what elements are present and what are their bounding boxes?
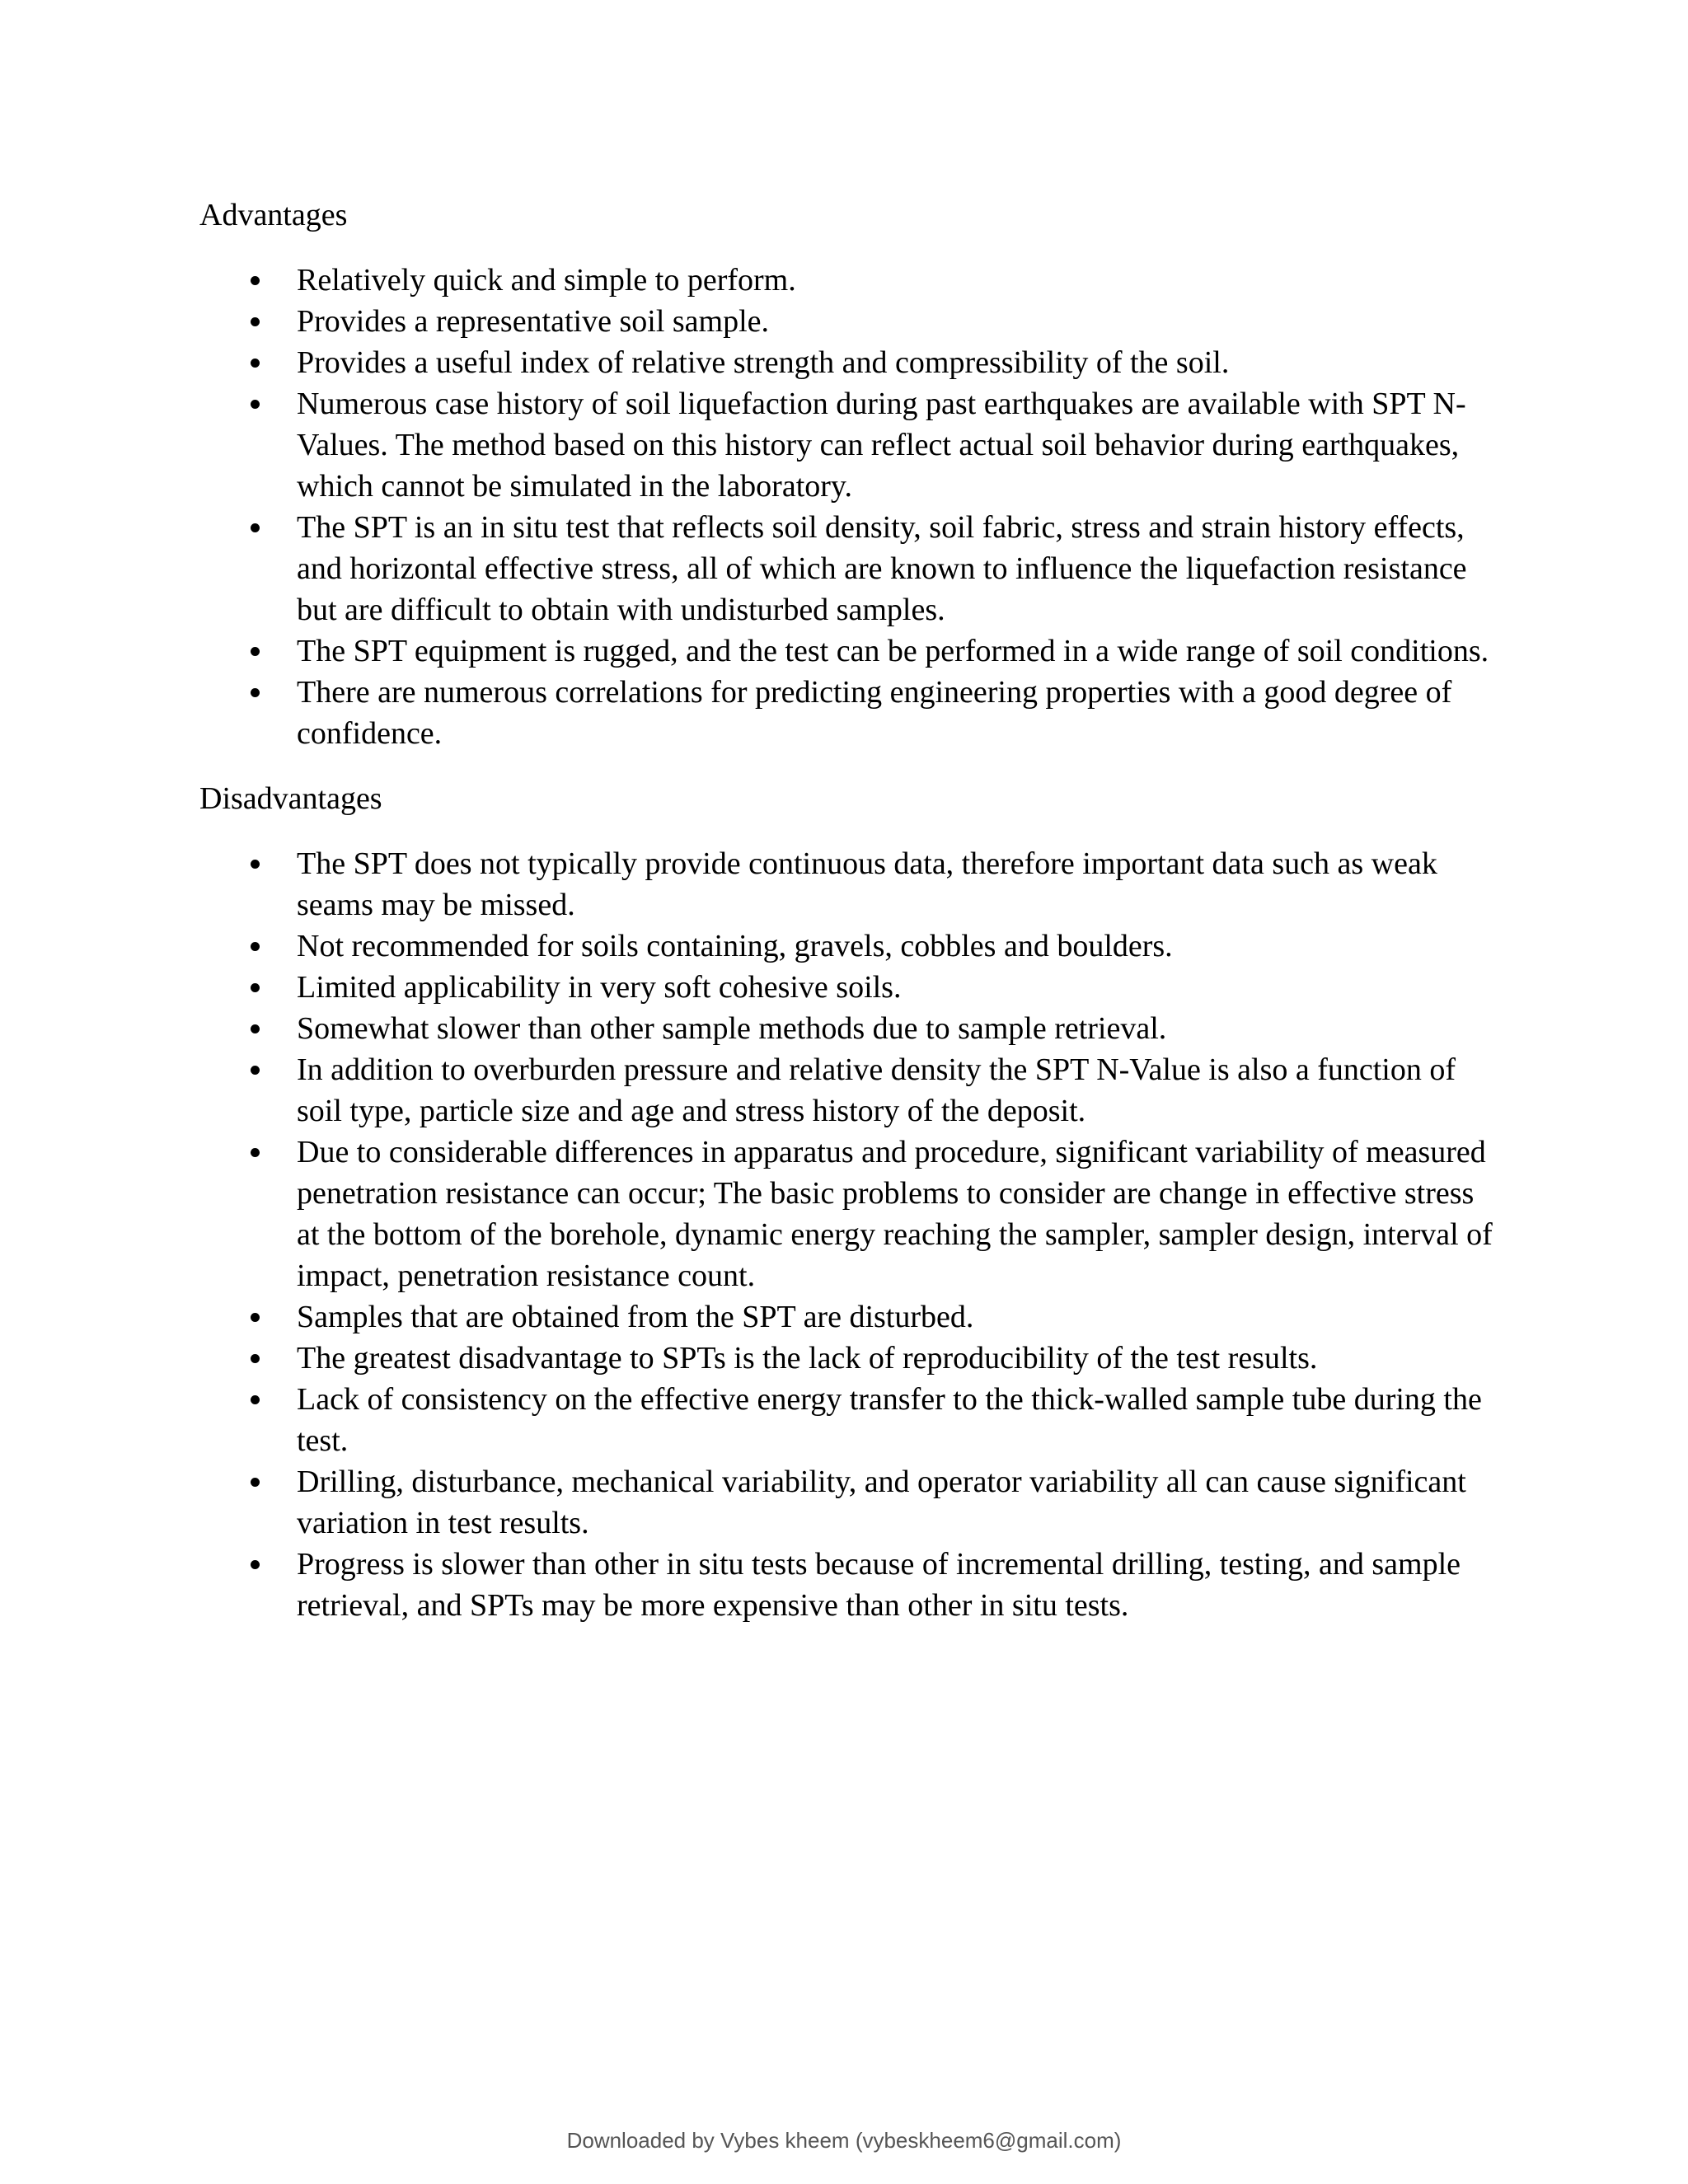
list-item — [199, 1461, 1502, 1544]
advantages-heading: Advantages — [199, 198, 348, 232]
list-item — [199, 1338, 1502, 1379]
document-content — [199, 194, 1502, 1626]
bullet-icon — [251, 276, 260, 285]
bullet-icon — [251, 523, 260, 532]
bullet-icon — [251, 1395, 260, 1404]
bullet-icon — [251, 1148, 260, 1157]
list-item — [199, 967, 1502, 1008]
bullet-icon — [251, 860, 260, 869]
list-item-text: There are numerous correlations for predicting engineering properties with a good degree of confidence. — [297, 675, 1452, 751]
bullet-icon — [251, 1354, 260, 1363]
list-item-text: Drilling, disturbance, mechanical variability, and operator variability all can cause significant variation in test results. — [297, 1465, 1466, 1540]
list-item-text: The SPT is an in situ test that reflects soil density, soil fabric, stress and strain history effects, and horizontal effective stress, all of which are known to influence the liquefaction resistance but are difficult to obtain with undisturbed samples. — [297, 510, 1467, 627]
bullet-icon — [251, 1313, 260, 1322]
list-item — [199, 1544, 1502, 1626]
list-item-text: The greatest disadvantage to SPTs is the lack of reproducibility of the test results. — [297, 1341, 1318, 1376]
list-item — [199, 1132, 1502, 1296]
list-item — [199, 672, 1502, 754]
list-item-text: Progress is slower than other in situ tests because of incremental drilling, testing, and sample retrieval, and SPTs may be more expensive than other in situ tests. — [297, 1547, 1461, 1623]
bullet-icon — [251, 1478, 260, 1487]
bullet-icon — [251, 1066, 260, 1075]
disadvantages-list — [199, 843, 1502, 1626]
list-item — [199, 1296, 1502, 1338]
bullet-icon — [251, 647, 260, 656]
list-item-text: The SPT does not typically provide continuous data, therefore important data such as weak seams may be missed. — [297, 846, 1437, 922]
bullet-icon — [251, 688, 260, 697]
bullet-icon — [251, 317, 260, 326]
list-item — [199, 1049, 1502, 1132]
list-item — [199, 1008, 1502, 1049]
list-item — [199, 926, 1502, 967]
list-item-text: Lack of consistency on the effective energy transfer to the thick-walled sample tube during the test. — [297, 1382, 1482, 1458]
list-item — [199, 383, 1502, 507]
bullet-icon — [251, 942, 260, 951]
list-item-text: The SPT equipment is rugged, and the test can be performed in a wide range of soil conditions. — [297, 634, 1489, 668]
list-item — [199, 342, 1502, 383]
list-item — [199, 843, 1502, 926]
bullet-icon — [251, 983, 260, 992]
list-item-text: Provides a representative soil sample. — [297, 304, 770, 339]
list-item-text: Not recommended for soils containing, gravels, cobbles and boulders. — [297, 929, 1173, 963]
list-item — [199, 301, 1502, 342]
list-item — [199, 507, 1502, 630]
list-item-text: Samples that are obtained from the SPT are disturbed. — [297, 1300, 974, 1334]
bullet-icon — [251, 359, 260, 368]
list-item-text: Limited applicability in very soft cohesive soils. — [297, 970, 902, 1005]
list-item — [199, 260, 1502, 301]
bullet-icon — [251, 1024, 260, 1033]
disadvantages-heading: Disadvantages — [199, 781, 382, 816]
list-item-text: In addition to overburden pressure and relative density the SPT N-Value is also a function of soil type, particle size and age and stress history of the deposit. — [297, 1052, 1456, 1128]
bullet-icon — [251, 1560, 260, 1569]
list-item — [199, 630, 1502, 672]
list-item-text: Numerous case history of soil liquefaction during past earthquakes are available with SPT N-Values. The method based on this history can reflect actual soil behavior during earthquakes, which cannot be simulated in the laboratory. — [297, 387, 1466, 504]
list-item — [199, 1379, 1502, 1461]
list-item-text: Provides a useful index of relative strength and compressibility of the soil. — [297, 345, 1230, 380]
list-item-text: Relatively quick and simple to perform. — [297, 263, 796, 298]
bullet-icon — [251, 400, 260, 409]
advantages-list — [199, 260, 1502, 754]
list-item-text: Somewhat slower than other sample methods due to sample retrieval. — [297, 1011, 1167, 1046]
list-item-text: Due to considerable differences in apparatus and procedure, significant variability of measured penetration resistance can occur; The basic problems to consider are change in effective stress at the bottom of the borehole, dynamic energy reaching the sampler, sampler design, interval of impact, penetration resistance count. — [297, 1135, 1493, 1293]
download-footer: Downloaded by Vybes kheem (vybeskheem6@gmail.com) — [566, 2128, 1122, 2153]
